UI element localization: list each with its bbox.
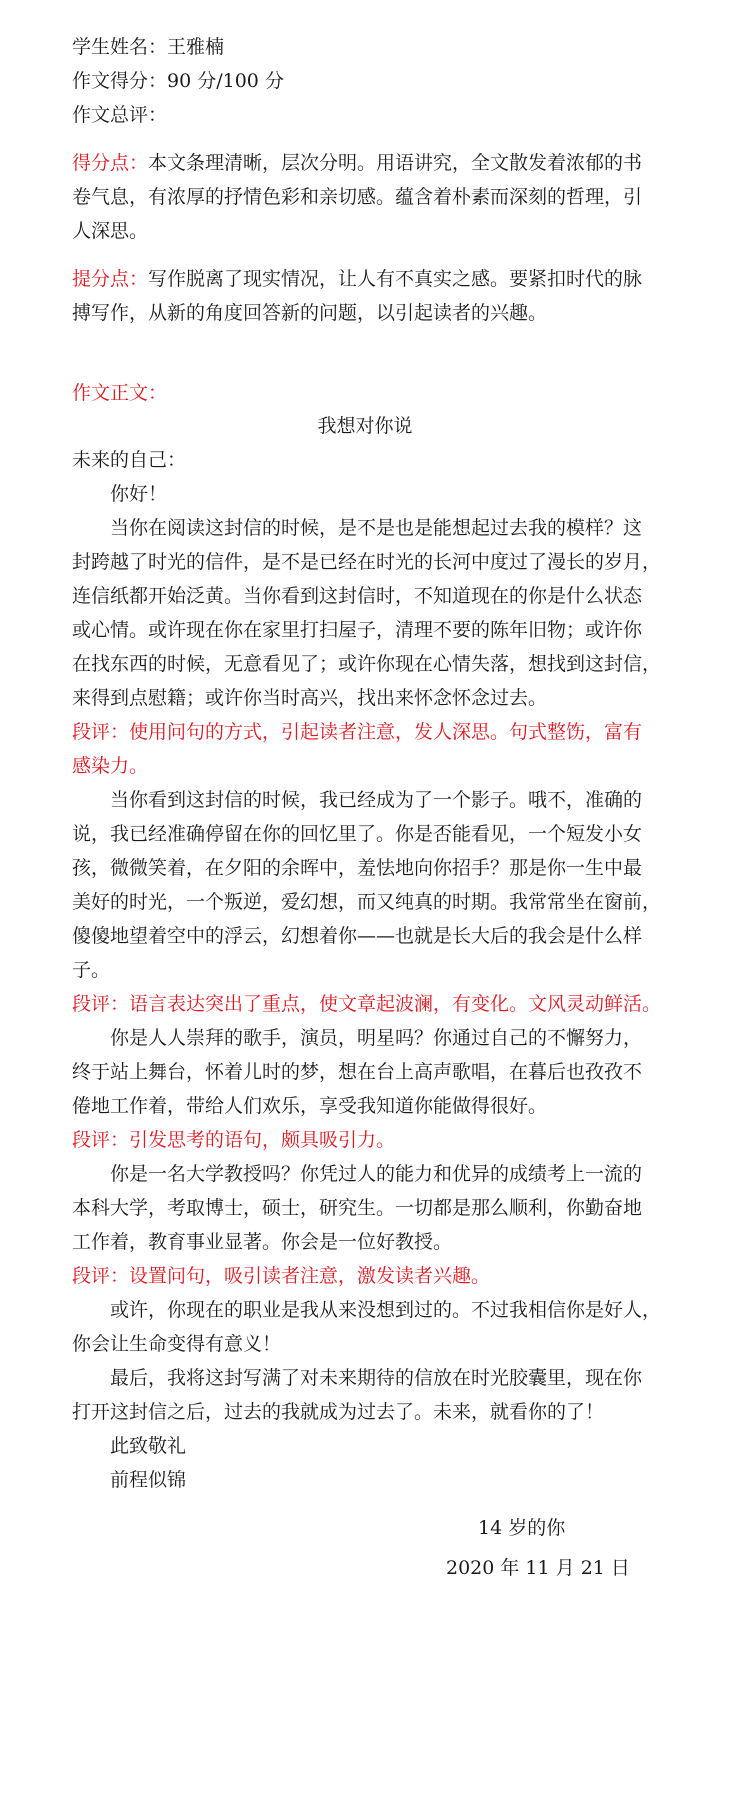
- student-name-row: [72, 28, 672, 66]
- score-label: 作文得分：: [72, 70, 168, 92]
- p6-line-2: 打开这封信之后，过去的我就成为过去了。未来，就看你的了！: [72, 1401, 605, 1423]
- p1-line-2: 封跨越了时光的信件，是不是已经在时光的长河中度过了漫长的岁月，: [72, 551, 662, 573]
- comment-4: 段评：设置问句，吸引读者注意，激发读者兴趣。: [72, 1265, 491, 1287]
- p1-line-6: 来得到点慰籍；或许你当时高兴，找出来怀念怀念过去。: [72, 687, 548, 709]
- p2-line-5: 傻傻地望着空中的浮云，幻想着你——也就是长大后的我会是什么样: [72, 925, 643, 947]
- p2-line-1: 当你看到这封信的时候，我已经成为了一个影子。哦不，准确的: [110, 789, 643, 811]
- student-name-value: 王雅楠: [167, 36, 225, 58]
- p2-line-4: 美好的时光，一个叛逆，爱幻想，而又纯真的时期。我常常坐在窗前，: [72, 891, 662, 913]
- p5-line-2: 你会让生命变得有意义！: [72, 1333, 282, 1355]
- p1-line-5: 在找东西的时候，无意看见了；或许你现在心情失落，想找到这封信，: [72, 653, 662, 675]
- greeting: 你好！: [110, 483, 168, 505]
- student-name-label: 学生姓名：: [72, 36, 168, 58]
- p3-line-3: 倦地工作着，带给人们欢乐，享受我知道你能做得很好。: [72, 1095, 548, 1117]
- minus-point-label: 提分点：: [72, 268, 149, 290]
- p5-line-1: 或许，你现在的职业是我从来没想到过的。不过我相信你是好人，: [110, 1299, 662, 1321]
- p3-line-1: 你是人人崇拜的歌手，演员，明星吗？你通过自己的不懈努力，: [110, 1027, 643, 1049]
- closing-1: 此致敬礼: [110, 1435, 187, 1457]
- p4-line-1: 你是一名大学教授吗？你凭过人的能力和优异的成绩考上一流的: [110, 1163, 643, 1185]
- date: 2020 年 11 月 21 日: [446, 1557, 630, 1579]
- plus-point-text-1: 本文条理清晰，层次分明。用语讲究，全文散发着浓郁的书: [148, 152, 643, 174]
- essay-section-label: 作文正文：: [72, 382, 168, 404]
- score-row: [72, 62, 672, 100]
- p4-line-2: 本科大学，考取博士，硕士，研究生。一切都是那么顺利，你勤奋地: [72, 1197, 643, 1219]
- comment-2: 段评：语言表达突出了重点，使文章起波澜，有变化。文风灵动鲜活。: [72, 993, 662, 1015]
- score-value: 90 分/100 分: [167, 70, 284, 92]
- closing-2: 前程似锦: [110, 1469, 187, 1491]
- p6-line-1: 最后，我将这封写满了对未来期待的信放在时光胶囊里，现在你: [110, 1367, 643, 1389]
- minus-point-text-1: 写作脱离了现实情况，让人有不真实之感。要紧扣时代的脉: [148, 268, 643, 290]
- p1-line-4: 或心情。或许现在你在家里打扫屋子，清理不要的陈年旧物；或许你: [72, 619, 643, 641]
- p3-line-2: 终于站上舞台，怀着儿时的梦，想在台上高声歌唱，在暮后也孜孜不: [72, 1061, 643, 1083]
- p2-line-2: 说，我已经准确停留在你的回忆里了。你是否能看见，一个短发小女: [72, 823, 643, 845]
- p4-line-3: 工作着，教育事业显著。你会是一位好教授。: [72, 1231, 453, 1253]
- p1-line-1: 当你在阅读这封信的时候，是不是也是能想起过去我的模样？这: [110, 517, 643, 539]
- essay-title: 我想对你说: [317, 415, 413, 437]
- plus-point-line-1: [72, 144, 672, 182]
- minus-point-line-2: 搏写作，从新的角度回答新的问题，以引起读者的兴趣。: [72, 302, 548, 324]
- comment-1-line-1: 段评：使用问句的方式，引起读者注意，发人深思。句式整饬，富有: [72, 721, 643, 743]
- plus-point-label: 得分点：: [72, 152, 149, 174]
- p1-line-3: 连信纸都开始泛黄。当你看到这封信时，不知道现在的你是什么状态: [72, 585, 643, 607]
- review-heading: 作文总评：: [72, 104, 168, 126]
- plus-point-line-3: 人深思。: [72, 220, 149, 242]
- comment-1-line-2: 感染力。: [72, 755, 149, 777]
- signature: 14 岁的你: [478, 1517, 566, 1539]
- minus-point-line-1: [72, 260, 672, 298]
- plus-point-line-2: 卷气息，有浓厚的抒情色彩和亲切感。蕴含着朴素而深刻的哲理，引: [72, 186, 643, 208]
- p2-line-6: 子。: [72, 959, 111, 981]
- salutation: 未来的自己：: [72, 449, 187, 471]
- p2-line-3: 孩，微微笑着，在夕阳的余晖中，羞怯地向你招手？那是你一生中最: [72, 857, 643, 879]
- comment-3: 段评：引发思考的语句，颇具吸引力。: [72, 1129, 396, 1151]
